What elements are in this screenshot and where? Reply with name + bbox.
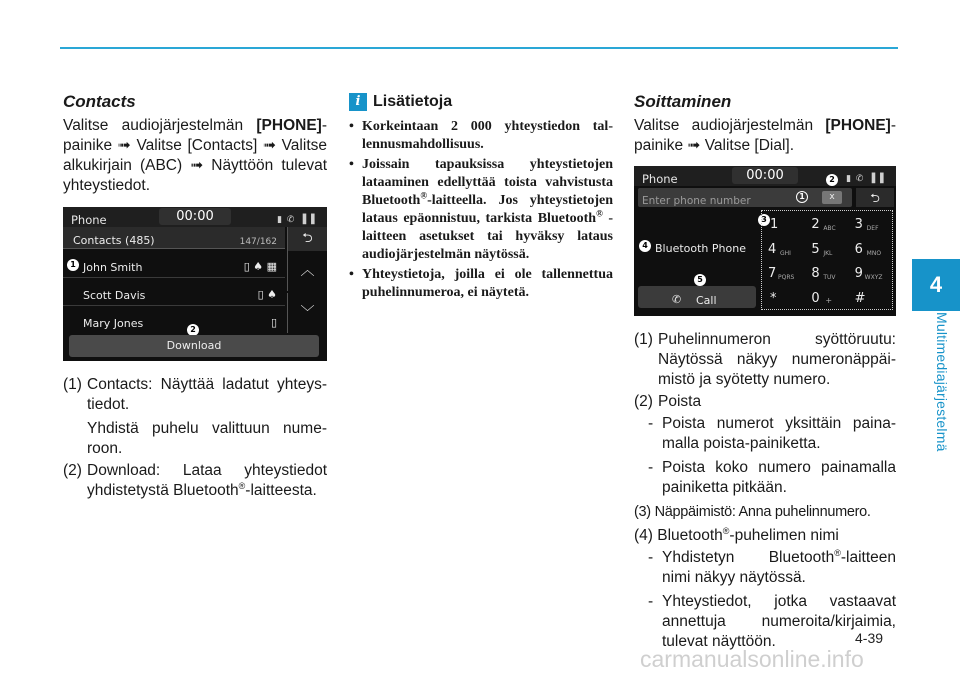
callout-badge: 2: [187, 324, 199, 336]
bullet-dot: •: [349, 267, 354, 282]
callout-badge: 1: [67, 259, 79, 271]
phone-key-label: [PHONE]: [256, 117, 322, 134]
info-bullet: [349, 156, 613, 264]
key-letters: PQRS: [778, 274, 795, 281]
note-item: [634, 392, 896, 412]
contact-row[interactable]: [63, 251, 285, 278]
registered-mark: ®: [834, 547, 841, 558]
screen-title: Phone: [642, 172, 678, 186]
callout-badge: 5: [694, 274, 706, 286]
key-letters: WXYZ: [864, 274, 883, 281]
keypad-key[interactable]: [849, 211, 892, 236]
key-digit: 6: [854, 241, 863, 257]
sub-text: -laitteen nimi näkyy näytössä.: [662, 549, 896, 586]
info-bullet: [349, 266, 613, 302]
key-letters: ABC: [823, 225, 836, 232]
phone-key-label: [PHONE]: [825, 117, 891, 134]
key-digit: #: [854, 290, 866, 306]
phone-type-icon: ▯ ♠: [257, 288, 277, 301]
info-icon: i: [349, 93, 367, 111]
key-digit: 1: [770, 217, 779, 232]
note-item: [634, 502, 896, 522]
sub-item: [634, 414, 896, 454]
keypad-key[interactable]: [805, 236, 848, 261]
registered-mark: ®: [238, 480, 246, 491]
delete-button[interactable]: x: [822, 191, 842, 204]
key-letters: +: [825, 295, 833, 305]
note-number: (1): [63, 376, 82, 393]
key-digit: 9: [854, 266, 863, 281]
call-label: Call: [696, 294, 717, 307]
download-label: Download: [166, 339, 222, 352]
chapter-tab: 4: [912, 259, 960, 311]
back-icon: ⮌: [870, 190, 880, 205]
sub-text: Yhteystiedot, jotka vastaavat annettuja numeroita/kirjaimia, tulevat näyttöön.: [662, 593, 896, 650]
contacts-section: [63, 92, 327, 503]
keypad-key[interactable]: [762, 285, 805, 310]
chapter-label: Multimediajärjestelmä: [934, 312, 950, 452]
note-number: (1): [634, 331, 653, 348]
contact-row[interactable]: [63, 307, 285, 333]
intro-text: -painike ➟ Valitse [Dial].: [634, 117, 896, 154]
dialing-notes: [634, 502, 896, 546]
note-text: Puhelinnumeron syöttöruutu: Näytössä näkyy numeronäppäimistö ja syötetty numero.: [658, 331, 896, 388]
key-digit: 0: [811, 290, 820, 306]
key-letters: MNO: [866, 249, 882, 257]
dialing-notes: [634, 330, 896, 412]
contacts-intro: [63, 116, 327, 196]
bullet-dot: •: [349, 157, 354, 172]
sub-item: [634, 548, 896, 588]
registered-mark: ®: [722, 525, 730, 536]
note-item: [63, 419, 327, 459]
clock: 00:00: [159, 208, 231, 225]
contact-name: Scott Davis: [83, 289, 146, 302]
info-bullet: [349, 118, 613, 154]
keypad-key[interactable]: [762, 211, 805, 236]
dash: -: [648, 593, 654, 610]
scroll-up-button[interactable]: [287, 251, 327, 291]
status-bar: [63, 207, 327, 227]
keypad-key[interactable]: [805, 260, 848, 285]
note-item: [63, 461, 327, 501]
contact-name: John Smith: [83, 261, 143, 274]
note-text: Download: Lataa yhteystiedot yhdistetystä Bluetooth: [87, 462, 327, 499]
dial-screen: [634, 166, 896, 316]
note-text: -laitteesta.: [245, 482, 317, 499]
note-text: Yhdistä puhelu valittuun numeroon.: [87, 420, 327, 457]
device-name: Bluetooth Phone: [655, 242, 746, 255]
key-letters: GHI: [780, 249, 791, 257]
contact-name: Mary Jones: [83, 317, 144, 330]
keypad: [761, 210, 893, 310]
note-item: [634, 526, 896, 546]
info-section: [349, 92, 613, 304]
callout-badge: 3: [758, 214, 770, 226]
sub-text: Poista koko numero painamalla painiketta pitkään.: [662, 459, 896, 496]
sub-item: [634, 458, 896, 498]
dialing-heading: Soittaminen: [634, 92, 732, 111]
keypad-key[interactable]: [762, 236, 805, 261]
status-bar: [634, 166, 896, 186]
intro-text: -painike ➟ Valitse [Contacts] ➟ Valitse alkukirjain (ABC) ➟ Näyttöön tulevat yhteystiedot.: [63, 117, 327, 194]
key-digit: 3: [854, 217, 863, 232]
callout-badge: 2: [826, 174, 838, 186]
chevron-down-icon: ﹀: [300, 305, 315, 321]
note-item: [63, 375, 327, 415]
contacts-count-label: Contacts (485): [73, 234, 155, 247]
contacts-heading: Contacts: [63, 92, 136, 111]
page-number: 4-39: [855, 630, 884, 646]
watermark: carmanualsonline.info: [640, 646, 864, 672]
key-digit: 2: [811, 217, 820, 232]
callout-badge: 1: [796, 191, 808, 203]
clock: 00:00: [732, 167, 798, 184]
back-button[interactable]: [856, 188, 894, 207]
dialing-intro: [634, 116, 896, 156]
note-number: (4): [634, 527, 653, 544]
key-digit: 7: [768, 266, 777, 281]
note-text: Contacts: Näyttää ladatut yhteystiedot.: [87, 376, 327, 413]
note-number: (2): [63, 462, 82, 479]
keypad-key[interactable]: [849, 285, 892, 310]
status-icons: ▮ ✆ ▐ ▌: [277, 215, 319, 225]
key-letters: DEF: [866, 225, 879, 232]
delete-options: [634, 414, 896, 498]
contact-row[interactable]: [63, 279, 285, 306]
note-text: Bluetooth: [657, 527, 723, 544]
intro-text: Valitse audiojärjestelmän: [63, 117, 257, 134]
screen-title: Phone: [71, 213, 107, 227]
contacts-screen: [63, 207, 327, 361]
bullet-dot: •: [349, 119, 354, 134]
note-text: -puhelimen nimi: [729, 527, 839, 544]
intro-text: Valitse audiojärjestelmän: [634, 117, 826, 134]
key-letters: TUV: [823, 274, 836, 281]
info-title: Lisätietoja: [373, 93, 453, 110]
phone-number-input[interactable]: [638, 188, 852, 207]
contacts-notes: [63, 375, 327, 501]
scroll-down-button[interactable]: [287, 293, 327, 333]
key-digit: 5: [811, 241, 820, 257]
key-digit: *: [770, 290, 777, 306]
status-icons: ▮ ✆ ▐ ▌: [846, 174, 888, 184]
header-rule: [60, 47, 898, 49]
key-digit: 4: [768, 241, 777, 257]
info-heading: [349, 92, 613, 112]
note-text: Poista: [658, 393, 702, 410]
contacts-list-header: [63, 227, 285, 249]
input-placeholder: Enter phone number: [642, 195, 751, 207]
bullet-text: -laitteen asetukset tai hyväksy lataus audiojärjestelmän näytössä.: [362, 211, 613, 262]
note-text: Näppäimistö: Anna puhelinnumero.: [654, 504, 871, 520]
download-button[interactable]: [69, 335, 319, 357]
keypad-key[interactable]: [849, 236, 892, 261]
note-number: (2): [634, 393, 653, 410]
registered-mark: ®: [596, 208, 603, 219]
dialing-section: [634, 92, 896, 652]
back-icon: ⮌: [302, 231, 313, 246]
dash: -: [648, 549, 654, 566]
keypad-key[interactable]: [849, 260, 892, 285]
key-letters: JKL: [823, 249, 833, 257]
call-button[interactable]: [638, 286, 756, 308]
keypad-key[interactable]: [805, 285, 848, 310]
note-number: (3): [634, 504, 651, 520]
phone-icon: ✆: [672, 293, 682, 306]
bullet-text: Yhteystietoja, joilla ei ole tallennettua puhelinnumeroa, ei näytetä.: [362, 267, 613, 300]
chevron-up-icon: ︿: [300, 263, 315, 279]
back-button[interactable]: [287, 227, 327, 251]
keypad-key[interactable]: [805, 211, 848, 236]
bullet-text: Joissain tapauksissa yhteystietojen lataaminen edellyttää toista vahvistusta Bluetooth: [362, 157, 613, 208]
dash: -: [648, 415, 654, 432]
contacts-page-count: 147/162: [239, 237, 277, 247]
registered-mark: ®: [420, 190, 428, 201]
note-item: [634, 330, 896, 390]
phone-type-icon: ▯ ♠ ▦: [243, 260, 277, 273]
sub-text: Yhdistetyn Bluetooth: [662, 549, 835, 566]
bullet-text: -laitteella. Jos yhteystietojen lataus epäonnistuu, tarkista Bluetooth: [362, 193, 613, 226]
phone-type-icon: ▯: [270, 316, 277, 329]
info-bullets: [349, 118, 613, 302]
keypad-key[interactable]: [762, 260, 805, 285]
sub-text: Poista numerot yksittäin painamalla poista-painiketta.: [662, 415, 896, 452]
key-digit: 8: [811, 266, 820, 281]
dash: -: [648, 459, 654, 476]
callout-badge: 4: [639, 240, 651, 252]
bullet-text: Korkeintaan 2 000 yhteystiedon tallennusmahdollisuus.: [362, 119, 613, 152]
